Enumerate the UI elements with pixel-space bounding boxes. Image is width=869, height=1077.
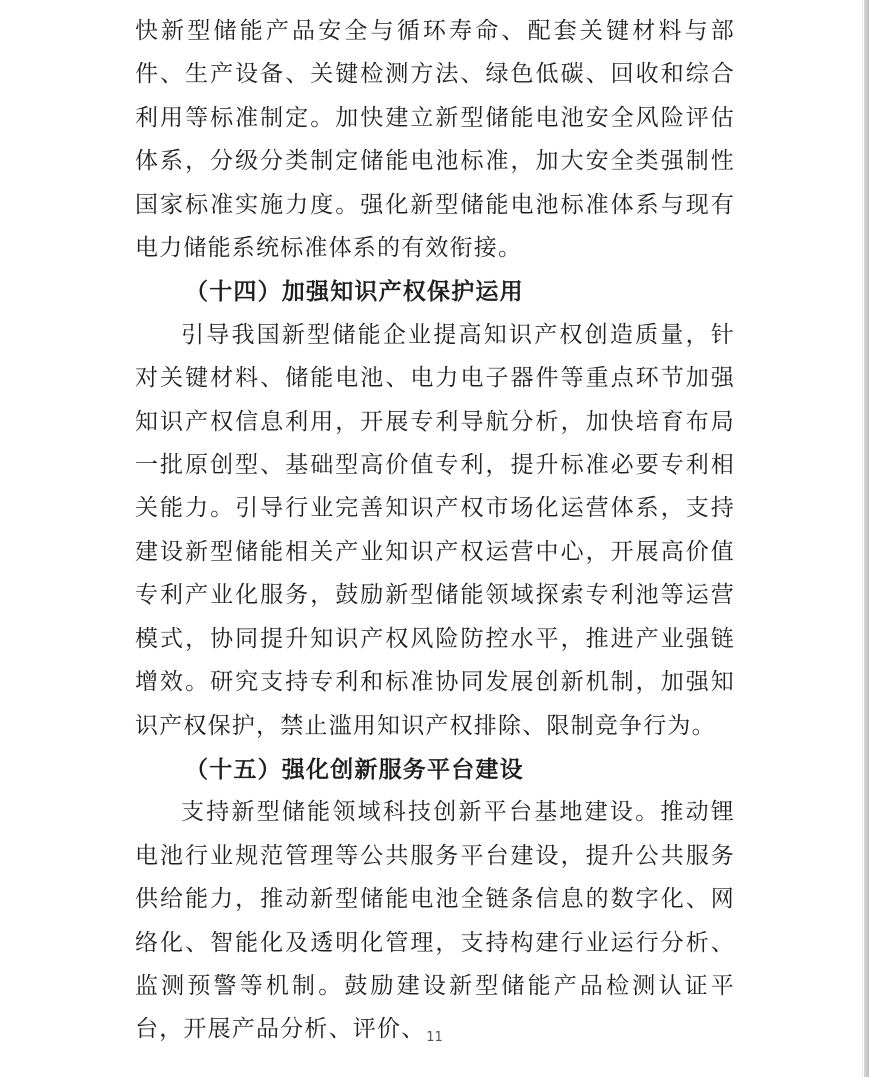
paragraph-standards-continuation: 快新型储能产品安全与循环寿命、配套关键材料与部件、生产设备、关键检测方法、绿色低碳、回收和综合利用等标准制定。加快建立新型储能电池安全风险评估体系，分级分类制定储能电池标准，加大安全类强制性国家标准实施力度。强化新型储能电池标准体系与现有电力储能系统标准体系的有效衔接。 bbox=[135, 18, 735, 262]
document-body bbox=[135, 10, 735, 1052]
page-number: 11 bbox=[426, 1030, 443, 1045]
paragraph-service-platform: 支持新型储能领域科技创新平台基地建设。推动锂电池行业规范管理等公共服务平台建设，提升公共服务供给能力，推动新型储能电池全链条信息的数字化、网络化、智能化及透明化管理，支持构建行业运行分析、监测预警等机制。鼓励建设新型储能产品检测认证平台，开展产品分析、评价、 bbox=[135, 799, 735, 1043]
page-edge-shadow bbox=[864, 0, 869, 1077]
page-edge-line bbox=[862, 0, 863, 1077]
section-heading-14: （十四）加强知识产权保护运用 bbox=[185, 278, 524, 306]
section-heading-15: （十五）强化创新服务平台建设 bbox=[185, 755, 524, 783]
paragraph-ip-protection: 引导我国新型储能企业提高知识产权创造质量，针对关键材料、储能电池、电力电子器件等重点环节加强知识产权信息利用，开展专利导航分析，加快培育布局一批原创型、基础型高价值专利，提升标准必要专利相关能力。引导行业完善知识产权市场化运营体系，支持建设新型储能相关产业知识产权运营中心，开展高价值专利产业化服务，鼓励新型储能领域探索专利池等运营模式，协同提升知识产权风险防控水平，推进产业强链增效。研究支持专利和标准协同发展创新机制，加强知识产权保护，禁止滥用知识产权排除、限制竞争行为。 bbox=[135, 321, 735, 739]
